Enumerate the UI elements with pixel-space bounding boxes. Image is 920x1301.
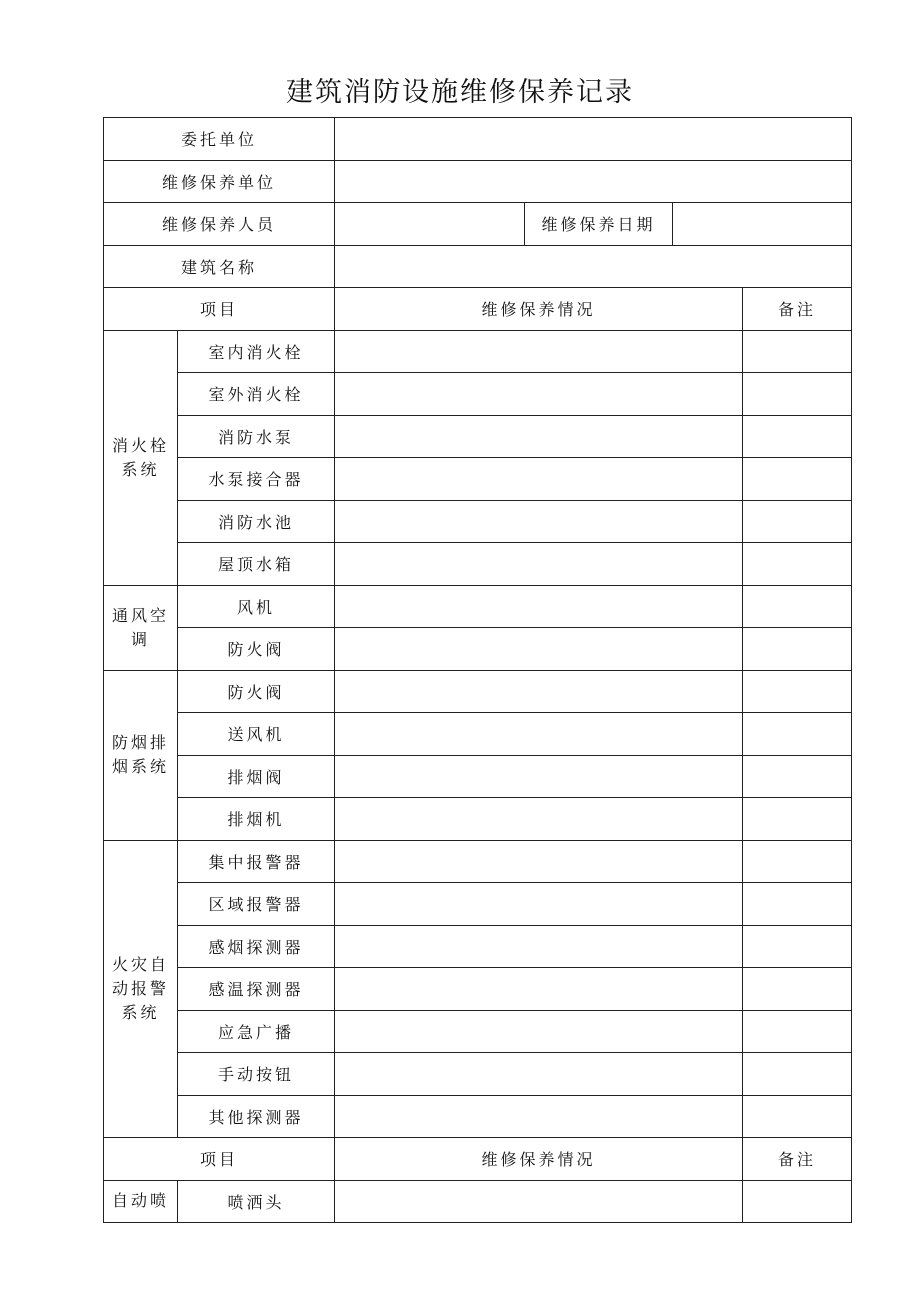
remark-cell[interactable] bbox=[743, 543, 852, 586]
remark-cell[interactable] bbox=[743, 968, 852, 1011]
status-cell[interactable] bbox=[335, 840, 743, 883]
table-row bbox=[104, 500, 852, 543]
item-label: 感温探测器 bbox=[178, 968, 335, 1011]
remark-cell[interactable] bbox=[743, 1053, 852, 1096]
table-row bbox=[104, 1010, 852, 1053]
column-header-remark: 备注 bbox=[743, 1138, 852, 1181]
table-row bbox=[104, 798, 852, 841]
item-label: 区域报警器 bbox=[178, 883, 335, 926]
status-cell[interactable] bbox=[335, 1095, 743, 1138]
remark-cell[interactable] bbox=[743, 330, 852, 373]
item-label: 水泵接合器 bbox=[178, 458, 335, 501]
item-label: 屋顶水箱 bbox=[178, 543, 335, 586]
status-cell[interactable] bbox=[335, 883, 743, 926]
status-cell[interactable] bbox=[335, 798, 743, 841]
system-group-label-line: 火灾自 bbox=[111, 954, 169, 974]
table-row bbox=[104, 543, 852, 586]
item-label: 消防水泵 bbox=[178, 415, 335, 458]
column-header-status: 维修保养情况 bbox=[335, 288, 743, 331]
table-row bbox=[104, 330, 852, 373]
system-group-label bbox=[104, 330, 178, 585]
remark-cell[interactable] bbox=[743, 840, 852, 883]
system-group-label bbox=[104, 585, 178, 670]
column-header-item: 项目 bbox=[104, 1138, 335, 1181]
item-label: 防火阀 bbox=[178, 670, 335, 713]
column-header-status: 维修保养情况 bbox=[335, 1138, 743, 1181]
remark-cell[interactable] bbox=[743, 500, 852, 543]
system-group-label-line: 动报警 bbox=[111, 978, 169, 998]
status-cell[interactable] bbox=[335, 330, 743, 373]
item-label: 其他探测器 bbox=[178, 1095, 335, 1138]
client-label: 委托单位 bbox=[104, 118, 335, 161]
status-cell[interactable] bbox=[335, 415, 743, 458]
system-group-label bbox=[104, 1180, 178, 1223]
table-row bbox=[104, 925, 852, 968]
table-row bbox=[104, 585, 852, 628]
remark-cell[interactable] bbox=[743, 585, 852, 628]
building-value-cell[interactable] bbox=[335, 245, 852, 288]
remark-cell[interactable] bbox=[743, 1180, 852, 1223]
item-label: 送风机 bbox=[178, 713, 335, 756]
column-header-row bbox=[104, 288, 852, 331]
maint-unit-label: 维修保养单位 bbox=[104, 160, 335, 203]
item-label: 风机 bbox=[178, 585, 335, 628]
table-row bbox=[104, 628, 852, 671]
maint-unit-row bbox=[104, 160, 852, 203]
status-cell[interactable] bbox=[335, 500, 743, 543]
maint-unit-value-cell[interactable] bbox=[335, 160, 852, 203]
building-row bbox=[104, 245, 852, 288]
item-label: 排烟阀 bbox=[178, 755, 335, 798]
status-cell[interactable] bbox=[335, 925, 743, 968]
status-cell[interactable] bbox=[335, 628, 743, 671]
status-cell[interactable] bbox=[335, 713, 743, 756]
document-title: 建筑消防设施维修保养记录 bbox=[286, 77, 634, 108]
status-cell[interactable] bbox=[335, 1010, 743, 1053]
status-cell[interactable] bbox=[335, 968, 743, 1011]
maint-person-row bbox=[104, 203, 852, 246]
system-group-label-line: 调 bbox=[130, 629, 150, 649]
status-cell[interactable] bbox=[335, 373, 743, 416]
status-cell[interactable] bbox=[335, 458, 743, 501]
status-cell[interactable] bbox=[335, 543, 743, 586]
remark-cell[interactable] bbox=[743, 1095, 852, 1138]
table-row bbox=[104, 755, 852, 798]
remark-cell[interactable] bbox=[743, 628, 852, 671]
status-cell[interactable] bbox=[335, 585, 743, 628]
remark-cell[interactable] bbox=[743, 883, 852, 926]
remark-cell[interactable] bbox=[743, 755, 852, 798]
column-header-remark: 备注 bbox=[743, 288, 852, 331]
system-group-label-line: 系统 bbox=[121, 1002, 160, 1022]
remark-cell[interactable] bbox=[743, 713, 852, 756]
system-group-label bbox=[104, 670, 178, 840]
table-row bbox=[104, 415, 852, 458]
table-row bbox=[104, 883, 852, 926]
item-label: 感烟探测器 bbox=[178, 925, 335, 968]
item-label: 防火阀 bbox=[178, 628, 335, 671]
system-group-label-line: 通风空 bbox=[111, 605, 169, 625]
item-label: 集中报警器 bbox=[178, 840, 335, 883]
table-row bbox=[104, 458, 852, 501]
table-row bbox=[104, 373, 852, 416]
remark-cell[interactable] bbox=[743, 458, 852, 501]
item-label: 喷洒头 bbox=[178, 1180, 335, 1223]
item-label: 手动按钮 bbox=[178, 1053, 335, 1096]
last-group-body bbox=[104, 1180, 852, 1223]
table-row bbox=[104, 713, 852, 756]
remark-cell[interactable] bbox=[743, 415, 852, 458]
status-cell[interactable] bbox=[335, 670, 743, 713]
maint-date-label: 维修保养日期 bbox=[525, 203, 673, 246]
item-label: 消防水池 bbox=[178, 500, 335, 543]
system-group-label-line: 自动喷 bbox=[111, 1191, 169, 1211]
item-label: 应急广播 bbox=[178, 1010, 335, 1053]
system-group-label-line: 防烟排 bbox=[111, 733, 169, 752]
groups-body bbox=[104, 330, 852, 1138]
maintenance-record-table bbox=[103, 117, 852, 1223]
status-cell[interactable] bbox=[335, 1053, 743, 1096]
status-cell[interactable] bbox=[335, 1180, 743, 1223]
system-group-label-line: 烟系统 bbox=[111, 757, 169, 776]
remark-cell[interactable] bbox=[743, 373, 852, 416]
client-row bbox=[104, 118, 852, 161]
system-group-label bbox=[104, 840, 178, 1138]
remark-cell[interactable] bbox=[743, 925, 852, 968]
maint-person-label: 维修保养人员 bbox=[104, 203, 335, 246]
item-label: 排烟机 bbox=[178, 798, 335, 841]
column-header-item: 项目 bbox=[104, 288, 335, 331]
remark-cell[interactable] bbox=[743, 798, 852, 841]
table-row bbox=[104, 670, 852, 713]
item-label: 室外消火栓 bbox=[178, 373, 335, 416]
table-row bbox=[104, 1053, 852, 1096]
table-row bbox=[104, 1180, 852, 1223]
remark-cell[interactable] bbox=[743, 670, 852, 713]
column-header-row-repeat bbox=[104, 1138, 852, 1181]
client-value-cell[interactable] bbox=[335, 118, 852, 161]
item-label: 室内消火栓 bbox=[178, 330, 335, 373]
status-cell[interactable] bbox=[335, 755, 743, 798]
maint-date-value-cell[interactable] bbox=[673, 203, 852, 246]
maint-person-value-cell[interactable] bbox=[335, 203, 525, 246]
table-row bbox=[104, 968, 852, 1011]
table-row bbox=[104, 840, 852, 883]
building-label: 建筑名称 bbox=[104, 245, 335, 288]
system-group-label-line: 系统 bbox=[121, 459, 160, 479]
table-row bbox=[104, 1095, 852, 1138]
remark-cell[interactable] bbox=[743, 1010, 852, 1053]
system-group-label-line: 消火栓 bbox=[111, 435, 169, 455]
